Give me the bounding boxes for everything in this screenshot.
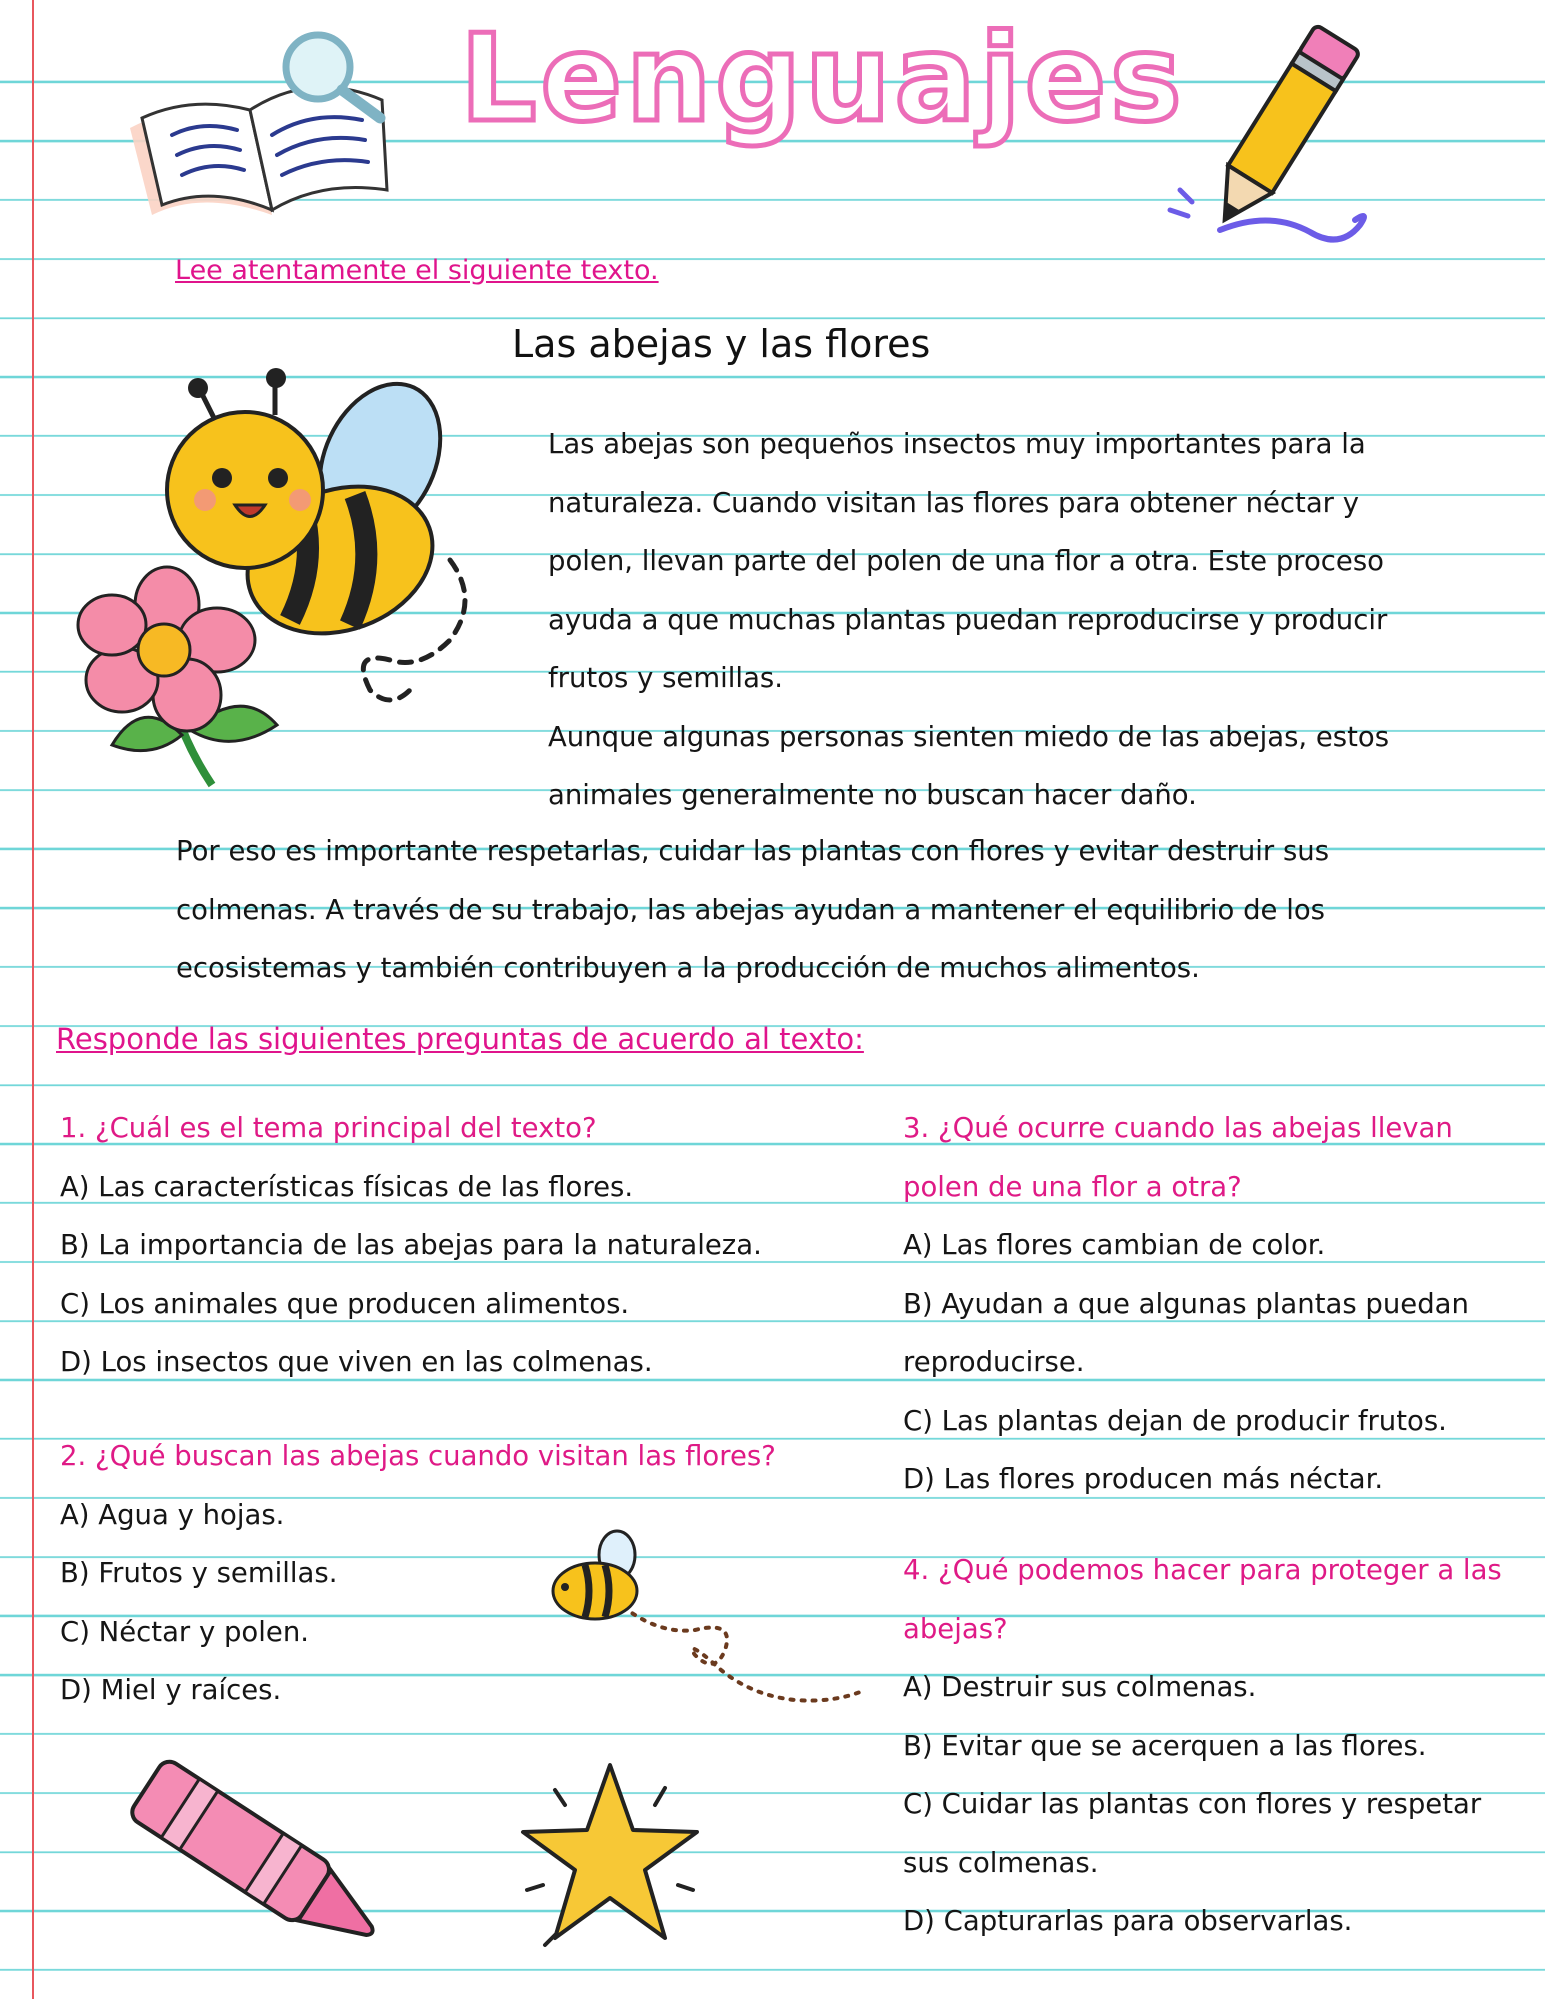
paragraph-line: naturaleza. Cuando visitan las flores para obtener néctar y	[548, 486, 1360, 519]
bee-icon	[150, 360, 500, 740]
paragraph-line: animales generalmente no buscan hacer daño.	[548, 779, 1197, 811]
paragraph-line: Las abejas son pequeños insectos muy importantes para la	[548, 428, 1366, 460]
paragraph-line: Por eso es importante respetarlas, cuidar las plantas con flores y evitar destruir sus	[176, 835, 1330, 867]
answer-option-c[interactable]	[903, 1775, 1533, 1892]
question-text: 1. ¿Cuál es el tema principal del texto?	[60, 1112, 597, 1144]
answer-option-d[interactable]: D) Las flores producen más néctar.	[903, 1463, 1384, 1495]
question-text: 2. ¿Qué buscan las abejas cuando visitan las flores?	[60, 1440, 776, 1472]
reading-instruction: Lee atentamente el siguiente texto.	[175, 255, 659, 286]
pencil-icon	[1160, 10, 1400, 250]
option-line: sus colmenas.	[903, 1846, 1099, 1879]
answer-option-b[interactable]: B) Frutos y semillas.	[60, 1557, 338, 1589]
reading-paragraph-1	[548, 415, 1448, 825]
answer-option-b[interactable]: B) Evitar que se acerquen a las flores.	[903, 1729, 1427, 1762]
small-bee-icon	[545, 1525, 875, 1735]
star-icon	[515, 1750, 705, 1960]
paragraph-line: colmenas. A través de su trabajo, las abejas ayudan a mantener el equilibrio de los	[176, 893, 1325, 926]
answer-option-c[interactable]: C) Los animales que producen alimentos.	[60, 1287, 630, 1320]
question-text: 4. ¿Qué podemos hacer para proteger a las	[903, 1554, 1502, 1586]
crayon-icon	[105, 1755, 415, 1965]
question-3	[903, 1099, 1533, 1509]
paragraph-line: polen, llevan parte del polen de una flor a otra. Este proceso	[548, 545, 1384, 577]
question-1	[60, 1099, 840, 1392]
question-text: polen de una flor a otra?	[903, 1170, 1242, 1203]
answer-option-b[interactable]: B) La importancia de las abejas para la naturaleza.	[60, 1229, 762, 1261]
answer-option-a[interactable]: A) Las características físicas de las flores.	[60, 1170, 634, 1203]
answer-option-b[interactable]	[903, 1275, 1533, 1392]
option-line: reproducirse.	[903, 1346, 1085, 1378]
paragraph-line: frutos y semillas.	[548, 662, 783, 694]
option-line: B) Ayudan a que algunas plantas puedan	[903, 1287, 1469, 1320]
magnifying-glass-icon	[268, 22, 398, 132]
reading-paragraph-2	[176, 822, 1476, 998]
option-line: C) Cuidar las plantas con flores y respetar	[903, 1788, 1482, 1820]
question-4	[903, 1541, 1533, 1951]
question-text: 3. ¿Qué ocurre cuando las abejas llevan	[903, 1112, 1453, 1144]
answer-option-d[interactable]: D) Los insectos que viven en las colmenas.	[60, 1346, 653, 1378]
questions-heading: Responde las siguientes preguntas de acuerdo al texto:	[56, 1022, 864, 1056]
reading-title: Las abejas y las flores	[512, 322, 931, 366]
answer-option-a[interactable]: A) Las flores cambian de color.	[903, 1229, 1326, 1261]
page-title: Lenguajes	[460, 10, 1186, 149]
answer-option-a[interactable]: A) Agua y hojas.	[60, 1498, 285, 1531]
answer-option-c[interactable]: C) Las plantas dejan de producir frutos.	[903, 1404, 1447, 1437]
question-text: abejas?	[903, 1612, 1008, 1645]
paragraph-line: Aunque algunas personas sienten miedo de las abejas, estos	[548, 720, 1390, 753]
paragraph-line: ayuda a que muchas plantas puedan reproducirse y producir	[548, 603, 1388, 636]
notebook-margin-line	[32, 0, 34, 1999]
paragraph-line: ecosistemas y también contribuyen a la producción de muchos alimentos.	[176, 952, 1200, 984]
answer-option-d[interactable]: D) Capturarlas para observarlas.	[903, 1905, 1353, 1937]
answer-option-c[interactable]: C) Néctar y polen.	[60, 1615, 309, 1648]
answer-option-d[interactable]: D) Miel y raíces.	[60, 1674, 282, 1706]
answer-option-a[interactable]: A) Destruir sus colmenas.	[903, 1671, 1257, 1703]
